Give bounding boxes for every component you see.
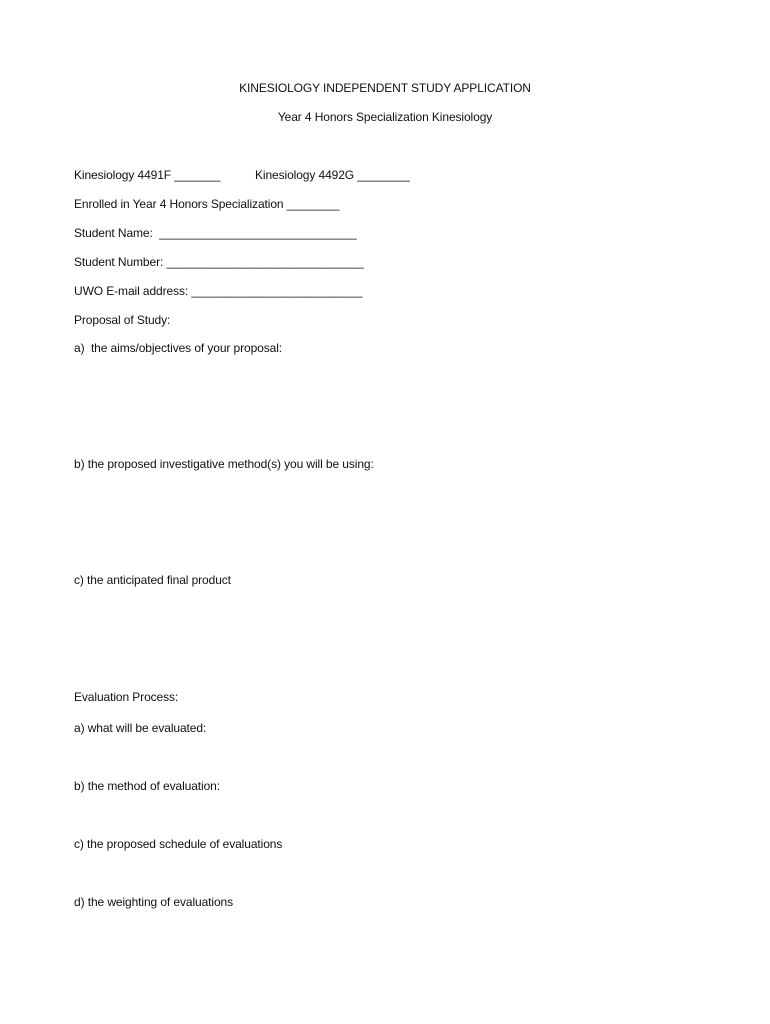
enrolled-field[interactable]: Enrolled in Year 4 Honors Specialization ________ [74, 197, 340, 211]
evaluation-what-label: a) what will be evaluated: [74, 721, 207, 735]
proposal-aims-label: a) the aims/objectives of your proposal: [74, 341, 283, 355]
evaluation-schedule-label: c) the proposed schedule of evaluations [74, 837, 283, 851]
evaluation-weighting-label: d) the weighting of evaluations [74, 895, 234, 909]
form-title: KINESIOLOGY INDEPENDENT STUDY APPLICATION [239, 81, 531, 95]
student-name-field[interactable]: Student Name: ______________________________ [74, 226, 357, 240]
student-number-field[interactable]: Student Number: ______________________________ [74, 255, 364, 269]
evaluation-heading: Evaluation Process: [74, 690, 179, 704]
form-subtitle: Year 4 Honors Specialization Kinesiology [277, 110, 493, 124]
proposal-product-label: c) the anticipated final product [74, 573, 231, 587]
proposal-heading: Proposal of Study: [74, 313, 171, 327]
evaluation-method-label: b) the method of evaluation: [74, 779, 220, 793]
proposal-methods-label: b) the proposed investigative method(s) you will be using: [74, 457, 374, 471]
course-4491f-field[interactable]: Kinesiology 4491F _______ [74, 168, 221, 182]
email-field[interactable]: UWO E-mail address: __________________________ [74, 284, 363, 298]
course-4492g-field[interactable]: Kinesiology 4492G ________ [255, 168, 410, 182]
